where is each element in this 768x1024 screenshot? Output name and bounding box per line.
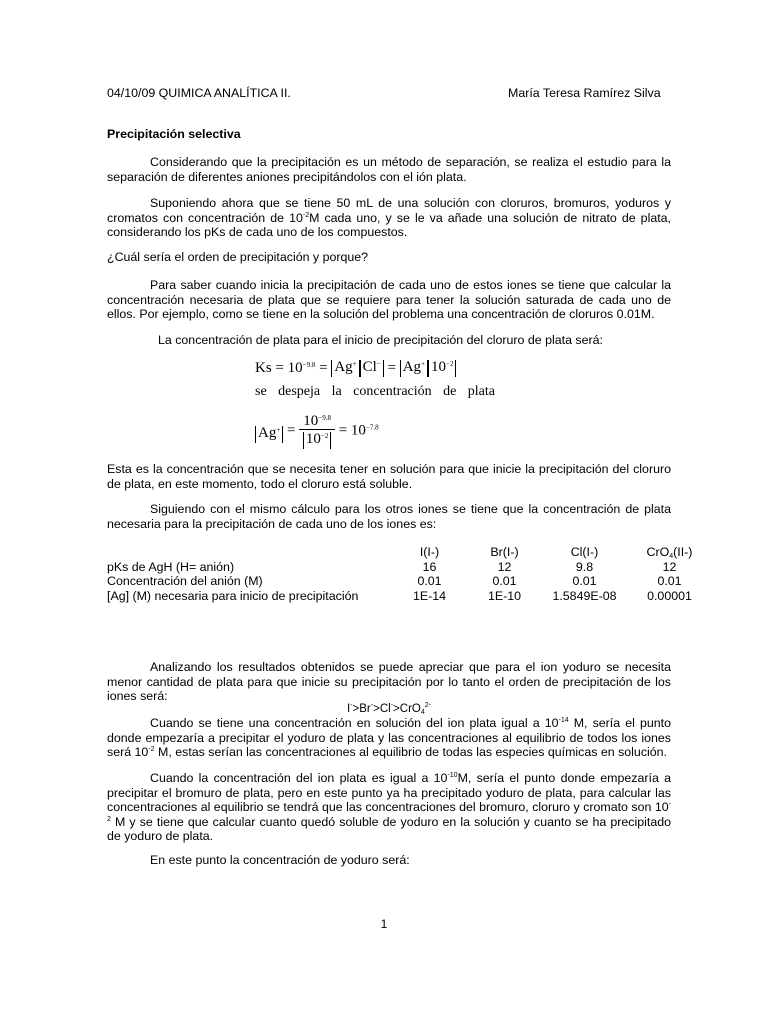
- table-header-iodide: I(I-): [419, 545, 440, 559]
- paragraph-other-ions: Siguiendo con el mismo cálculo para los otros iones se tiene que la concentración de plata necesaria para la precipitación de cada uno de los iones es:: [107, 502, 671, 531]
- table-cell: 0.01: [572, 574, 597, 588]
- equation-ks: $Ks = 10^{-9.8} = Ag^+$ Cl− = Ag+ $10^{-2}$: [255, 360, 456, 377]
- table-row: [107, 574, 712, 589]
- equation-ag-fraction: Ag+ = $\frac{10^{-9.8}}{10^{-2}} = 10^{-7.8}$: [255, 413, 379, 449]
- table-header-row: [107, 545, 712, 560]
- paragraph-analysis: Analizando los resultados obtenidos se puede apreciar que para el ion yoduro se necesita menor cantidad de plata para que inicie su precipitación por lo tanto el orden de precipitación de los iones será:: [107, 660, 671, 703]
- table-cell: 16: [422, 559, 437, 574]
- page-number: 1: [380, 917, 388, 931]
- table-cell-label: [Ag] (M) necesaria para inicio de precipitación: [107, 588, 359, 603]
- header-left: 04/10/09 QUIMICA ANALÍTICA II.: [107, 86, 291, 100]
- table-cell: 0.01: [417, 574, 442, 588]
- table-cell: 12: [497, 559, 512, 574]
- paragraph-supposition: Suponiendo ahora que se tiene 50 mL de una solución con cloruros, bromuros, yoduros y cromatos con concentración de $10^{-2}M$ cada uno, y se le va añade una solución de nitrato de plata, considerando los pKs de cada uno de los compuestos.: [107, 196, 671, 239]
- table-cell: 1E-14: [412, 588, 447, 603]
- paragraph-soluble-chloride: Esta es la concentración que se necesita tener en solución para que inicie la precipitación del cloruro de plata, en este momento, todo el cloruro está soluble.: [107, 462, 671, 491]
- paragraph-iodide-point: Cuando se tiene una concentración en solución del ion plata igual a $10^{-14}$ M, sería el punto donde empezaría a precipitar el yoduro de plata y las concentraciones al equilibrio de todos los iones será $10^{-2}$ M, estas serían las concentraciones al equilibrio de todas las especies químicas en solución.: [107, 716, 671, 759]
- section-title: Precipitación selectiva: [107, 127, 241, 141]
- table-cell: 0.01: [492, 574, 517, 588]
- table-cell: 1.5849E-08: [552, 588, 617, 603]
- question: ¿Cuál sería el orden de precipitación y porque?: [107, 250, 369, 264]
- paragraph-intro: Considerando que la precipitación es un método de separación, se realiza el estudio para la separación de diferentes aniones precipitándolos con el ión plata.: [107, 155, 671, 184]
- table-cell: 9.8: [575, 559, 594, 574]
- table-cell: 12: [662, 559, 677, 574]
- paragraph-bromide-point: Cuando la concentración del ion plata es igual a $10^{-10}M$, sería el punto donde empezaría a precipitar el bromuro de plata, pero en este punto ya ha precipitado yoduro de plata, para calcular las concentraciones al equilibrio se tendrá que las concentraciones del bromuro, cloruro y cromato son $10^{-2}$ M y se tiene que calcular cuanto quedó soluble de yoduro en la solución y cuanto se ha precipitado de yoduro de plata.: [107, 771, 671, 843]
- table-cell: 0.00001: [647, 588, 692, 603]
- table-cell-label: pKs de AgH (H= anión): [107, 559, 235, 574]
- table-cell: 1E-10: [487, 588, 522, 603]
- paragraph-method: Para saber cuando inicia la precipitación de cada uno de estos iones se tiene que calcular la concentración necesaria de plata que se requiere para tener la solución saturada de cada uno de ellos. Por ejemplo, como se tiene en la solución del problema una concentración de cloruros 0.01M.: [107, 278, 671, 321]
- table-cell: 0.01: [657, 574, 682, 588]
- table-header-bromide: Br(I-): [490, 545, 519, 559]
- table-header-chloride: Cl(I-): [570, 545, 599, 559]
- paragraph-chloride-intro: La concentración de plata para el inicio de precipitación del cloruro de plata será:: [158, 333, 603, 347]
- header-right: María Teresa Ramírez Silva: [508, 86, 661, 100]
- precipitation-order: I->Br->Cl->CrO$_4^{2-}$: [347, 702, 431, 716]
- table-row: [107, 589, 712, 604]
- table-header-chromate: CrO$_4$(II-): [646, 545, 693, 560]
- table-cell-label: Concentración del anión (M): [107, 574, 263, 588]
- paragraph-iodide-concentration: En este punto la concentración de yoduro será:: [150, 853, 410, 867]
- table-header-empty: [107, 545, 392, 560]
- table-row: [107, 560, 712, 575]
- results-table: [107, 545, 712, 603]
- equation-despeja: se despeja la concentración de plata: [255, 384, 495, 399]
